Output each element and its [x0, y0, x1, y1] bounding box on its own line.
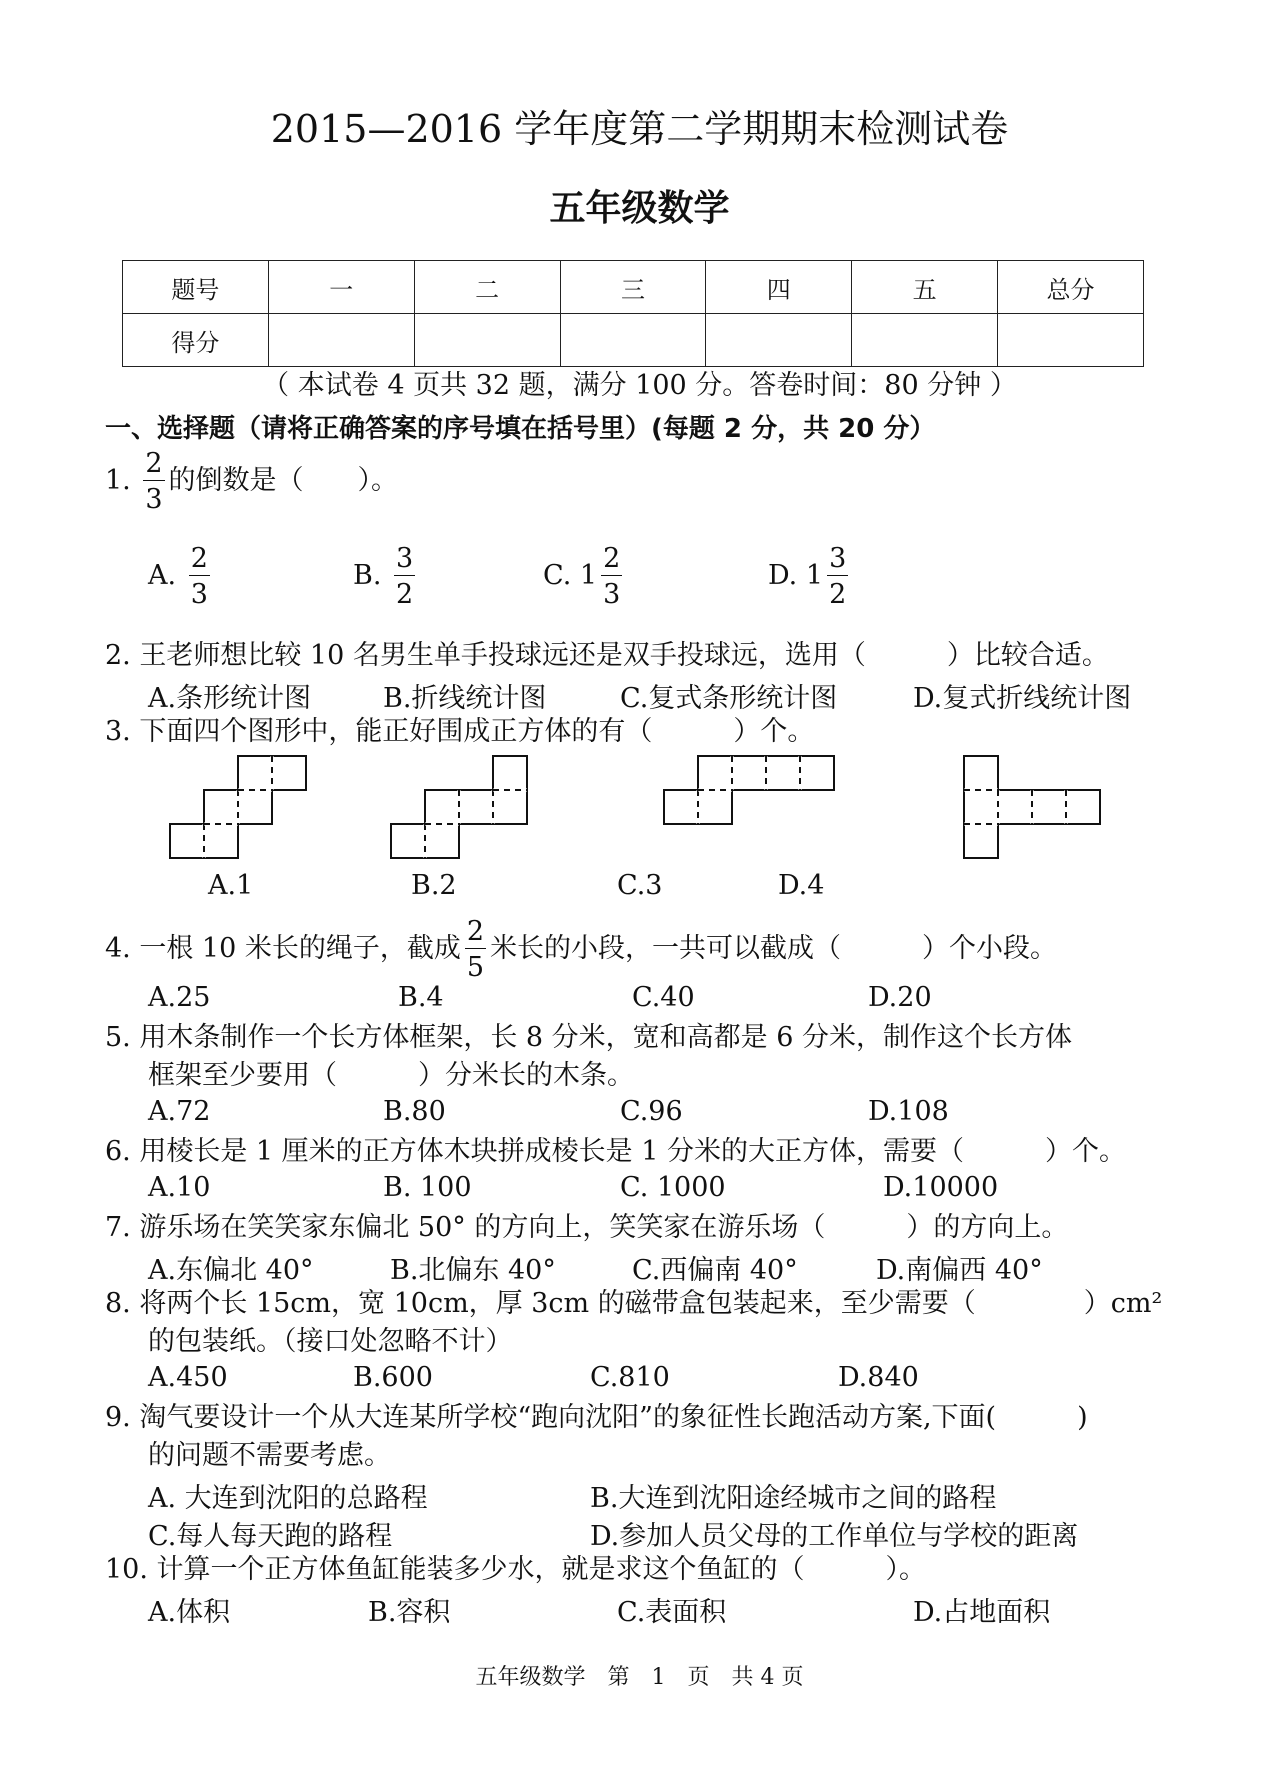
question-2: 2. 王老师想比较 10 名男生单手投球远还是双手投球远，选用（ ）比较合适。: [105, 640, 1109, 671]
option: [148, 545, 214, 608]
option: D.108: [868, 1096, 949, 1127]
fraction: [394, 545, 415, 608]
fraction: [143, 450, 164, 513]
option: D.20: [868, 982, 932, 1013]
option-label: B.: [353, 560, 382, 591]
score-table-header-row: [123, 261, 1144, 314]
option: C.810: [590, 1362, 670, 1393]
option: B.折线统计图: [383, 683, 547, 714]
option: [353, 545, 419, 608]
option: C.3: [617, 870, 663, 901]
option: A.条形统计图: [148, 683, 312, 714]
table-cell: 五: [852, 261, 998, 314]
question-9: 9. 淘气要设计一个从大连某所学校“跑向沈阳”的象征性长跑活动方案,下面( ): [105, 1402, 1088, 1433]
numerator: 2: [145, 448, 163, 479]
page-title: 2015—2016 学年度第二学期期末检测试卷: [270, 107, 1009, 151]
question-7: 7. 游乐场在笑笑家东偏北 50° 的方向上，笑笑家在游乐场（ ）的方向上。: [105, 1212, 1069, 1243]
option: C.每人每天跑的路程: [148, 1521, 393, 1552]
table-cell: 一: [268, 261, 414, 314]
option: A.10: [148, 1172, 211, 1203]
option: C.西偏南 40°: [632, 1255, 798, 1286]
question-5: 5. 用木条制作一个长方体框架，长 8 分米，宽和高都是 6 分米，制作这个长方体: [105, 1022, 1073, 1053]
table-cell: 四: [706, 261, 852, 314]
option: A.450: [148, 1362, 228, 1393]
score-input-cell[interactable]: [852, 314, 998, 367]
option: D.840: [838, 1362, 919, 1393]
score-input-cell[interactable]: [560, 314, 706, 367]
denominator: 3: [190, 579, 208, 610]
option: B.2: [411, 870, 457, 901]
option: B.北偏东 40°: [390, 1255, 556, 1286]
question-text: 的倒数是（ ）。: [168, 465, 399, 496]
whole-number: 1: [579, 560, 598, 591]
option: B.大连到沈阳途经城市之间的路程: [590, 1483, 997, 1514]
table-cell: 得分: [123, 314, 269, 367]
question-5-line-2: 框架至少要用（ ）分米长的木条。: [148, 1060, 634, 1091]
option: A.体积: [148, 1597, 231, 1628]
option: C.表面积: [617, 1597, 727, 1628]
score-input-cell[interactable]: [706, 314, 852, 367]
option: D.参加人员父母的工作单位与学校的距离: [590, 1521, 1079, 1552]
option: A.东偏北 40°: [148, 1255, 314, 1286]
table-cell: 总分: [998, 261, 1144, 314]
question-4: [105, 918, 1057, 981]
fraction: [189, 545, 210, 608]
question-text: 米长的小段，一共可以截成（ ）个小段。: [490, 933, 1058, 964]
option: B.4: [398, 982, 444, 1013]
denominator: 3: [145, 484, 163, 515]
numerator: 2: [603, 543, 621, 574]
denominator: 5: [466, 952, 485, 983]
fraction: [827, 545, 848, 608]
denominator: 3: [603, 579, 621, 610]
table-cell: 题号: [123, 261, 269, 314]
option: [543, 545, 626, 608]
option: D.10000: [883, 1172, 999, 1203]
option: A.1: [208, 870, 254, 901]
denominator: 2: [829, 579, 847, 610]
question-10: 10. 计算一个正方体鱼缸能装多少水，就是求这个鱼缸的（ ）。: [105, 1554, 927, 1585]
score-input-cell[interactable]: [998, 314, 1144, 367]
option: A.25: [148, 982, 211, 1013]
score-input-cell[interactable]: [414, 314, 560, 367]
option: C.复式条形统计图: [620, 683, 838, 714]
fraction: [465, 918, 486, 981]
question-number: 1.: [105, 465, 131, 496]
table-cell: 二: [414, 261, 560, 314]
option: A.72: [148, 1096, 211, 1127]
table-cell: 三: [560, 261, 706, 314]
score-table-score-row: [123, 314, 1144, 367]
option-label: C.: [543, 560, 572, 591]
option: C. 1000: [620, 1172, 726, 1203]
score-table: [122, 260, 1144, 367]
option-label: A.: [148, 560, 177, 591]
option: B.80: [383, 1096, 446, 1127]
cube-nets-figure: [0, 750, 1279, 860]
page-subtitle: 五年级数学: [549, 188, 730, 229]
option: D.占地面积: [913, 1597, 1051, 1628]
option: D.复式折线统计图: [913, 683, 1132, 714]
option: A. 大连到沈阳的总路程: [148, 1483, 428, 1514]
denominator: 2: [396, 579, 414, 610]
numerator: 3: [829, 543, 847, 574]
question-3: 3. 下面四个图形中，能正好围成正方体的有（ ）个。: [105, 716, 815, 747]
exam-note: （ 本试卷 4 页共 32 题，满分 100 分。答卷时间：80 分钟 ）: [262, 370, 1017, 401]
question-text: 4. 一根 10 米长的绳子，截成: [105, 933, 461, 964]
option: B.600: [353, 1362, 433, 1393]
numerator: 2: [466, 916, 485, 947]
whole-number: 1: [805, 560, 824, 591]
option: B. 100: [383, 1172, 472, 1203]
question-9-line-2: 的问题不需要考虑。: [148, 1440, 391, 1471]
question-8-line-2: 的包装纸。（接口处忽略不计）: [148, 1326, 513, 1357]
option: C.96: [620, 1096, 683, 1127]
option: D.4: [778, 870, 825, 901]
question-8: 8. 将两个长 15cm，宽 10cm，厚 3cm 的磁带盒包装起来，至少需要（ ）cm²: [105, 1288, 1163, 1319]
question-6: 6. 用棱长是 1 厘米的正方体木块拼成棱长是 1 分米的大正方体，需要（ ）个。: [105, 1136, 1127, 1167]
option: [768, 545, 852, 608]
page-footer: 五年级数学 第 1 页 共 4 页: [475, 1665, 804, 1690]
numerator: 2: [190, 543, 208, 574]
option: D.南偏西 40°: [876, 1255, 1043, 1286]
fraction: [601, 545, 622, 608]
option-label: D.: [768, 560, 798, 591]
question-1: [105, 450, 398, 513]
numerator: 3: [396, 543, 414, 574]
score-input-cell[interactable]: [268, 314, 414, 367]
cube-net-3: [664, 756, 834, 824]
section-heading: 一、选择题（请将正确答案的序号填在括号里）(每题 2 分，共 20 分）: [105, 414, 936, 444]
option: C.40: [632, 982, 695, 1013]
option: B.容积: [368, 1597, 451, 1628]
